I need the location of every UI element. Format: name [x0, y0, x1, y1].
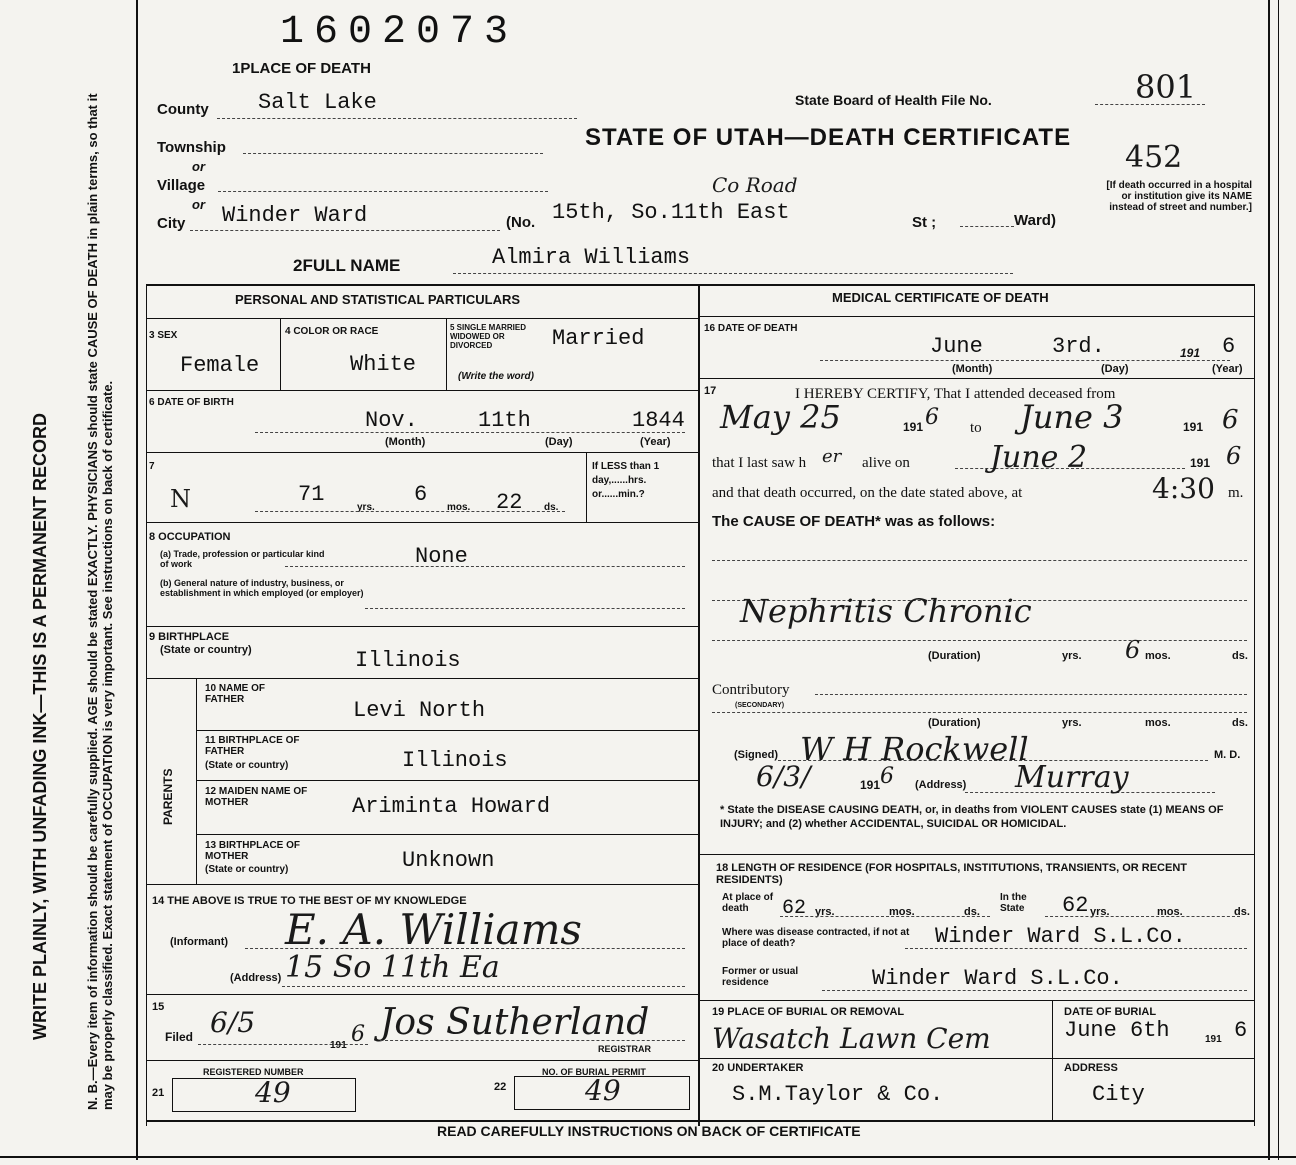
med-rule-2 [698, 378, 1254, 379]
hospital-note: [If death occurred in a hospital or institution give its NAME instead of street and number.] [1106, 180, 1252, 213]
row-rule-4 [146, 522, 698, 523]
filed-label: Filed [165, 1030, 194, 1044]
burial-place-value: Wasatch Lawn Cem [712, 1022, 991, 1055]
at-place-ds: ds. [964, 906, 980, 918]
last-saw-date: June 2 [990, 440, 1088, 475]
alive-on-label: alive on [862, 455, 910, 471]
at-place-mos: mos. [889, 906, 915, 918]
last-saw-year-prefix: 191 [1190, 456, 1211, 470]
age-years: 71 [298, 482, 325, 507]
ward-line [960, 226, 1014, 227]
nb-instructions: N. B.—Every item of information should be carefully supplied. AGE should be stated EXACTLY. PHYSICIANS should state CAUSE OF DEATH in plain terms, so that it may be properly classified. Exact statement of OCCUPATION is very important. See instructions on back of certificate. [85, 93, 115, 1110]
row-rule-7 [196, 730, 698, 731]
age-mos-caption: mos. [447, 502, 471, 513]
undertaker-label: 20 UNDERTAKER [712, 1062, 804, 1074]
med-rule-3 [698, 854, 1254, 855]
at-place-yrs: yrs. [815, 906, 835, 918]
death-time: 4:30 [1152, 472, 1215, 505]
street-correction: Co Road [712, 173, 798, 197]
contributory-label: Contributory [712, 682, 790, 698]
undertaker-address-label: ADDRESS [1064, 1062, 1118, 1074]
township-label: Township [157, 139, 226, 156]
registrar-line [380, 1040, 685, 1041]
time-suffix: m. [1228, 485, 1244, 501]
age-yrs-caption: yrs. [357, 502, 375, 513]
father-label: 10 NAME OF FATHER [205, 683, 266, 705]
row-rule-9 [196, 834, 698, 835]
city-label: City [157, 215, 186, 232]
at-place-years: 62 [782, 897, 807, 920]
less-than-label: If LESS than 1 day,......hrs. or......min.? [592, 461, 660, 500]
city-line [190, 230, 500, 231]
registered-number-value: 49 [255, 1076, 291, 1109]
row-rule-10 [146, 884, 698, 885]
left-frame [146, 284, 147, 1126]
contracted-line [905, 948, 1247, 949]
birthplace-sub: (State or country) [160, 644, 252, 656]
burial-divider [1052, 1000, 1053, 1120]
cause-footnote: * State the DISEASE CAUSING DEATH, or, in deaths from VIOLENT CAUSES state (1) MEANS OF INJURY; and (2) whether ACCIDENTAL, SUICIDAL OR HOMICIDAL. [720, 804, 1224, 830]
burial-place-label: 19 PLACE OF BURIAL OR REMOVAL [712, 1006, 905, 1018]
last-saw-year: 6 [1226, 442, 1242, 470]
burial-permit-index: 22 [494, 1081, 507, 1093]
marital-write: (Write the word) [458, 371, 534, 382]
in-state-label: In the State [1000, 892, 1027, 914]
st-label: St ; [912, 214, 937, 231]
or-label-1: or [192, 159, 205, 174]
at-place-line [780, 916, 990, 917]
occupation-value: None [415, 544, 468, 569]
filed-year-digit: 6 [351, 1022, 365, 1047]
informant-address-value: 15 So 11th Ea [285, 950, 500, 985]
mother-value: Ariminta Howard [352, 794, 551, 819]
full-name-line [453, 273, 1013, 274]
age-label: 7 [149, 461, 155, 472]
registrar-label: REGISTRAR [598, 1044, 652, 1054]
ward-label: Ward) [1014, 212, 1056, 229]
contracted-value: Winder Ward S.L.Co. [935, 924, 1186, 949]
age-days: 22 [496, 490, 523, 515]
age-mark: N [170, 485, 191, 513]
residence-label: 18 LENGTH OF RESIDENCE (FOR HOSPITALS, INSTITUTIONS, TRANSIENTS, OR RECENT RESIDENTS) [716, 862, 1187, 886]
cause-ds: ds. [1232, 650, 1248, 662]
dod-year-caption: (Year) [1212, 363, 1243, 375]
sex-divider [280, 318, 281, 390]
cause-line-1 [712, 560, 1247, 561]
former-residence-line [822, 990, 1247, 991]
back-instructions-footer: READ CAREFULLY INSTRUCTIONS ON BACK OF CERTIFICATE [437, 1123, 861, 1139]
parents-label: PARENTS [161, 768, 175, 825]
main-top-rule [146, 284, 1254, 286]
mother-birthplace-value: Unknown [402, 848, 495, 873]
certify-text: I HEREBY CERTIFY, That I attended deceased from [795, 386, 1116, 402]
attended-to-year-prefix: 191 [1183, 420, 1204, 434]
father-value: Levi North [353, 698, 486, 723]
occupation-label: 8 OCCUPATION [149, 531, 231, 543]
informant-address-line [282, 986, 685, 987]
contributory-yrs: yrs. [1062, 717, 1082, 729]
at-place-label: At place of death [722, 892, 774, 914]
row-rule-8 [196, 780, 698, 781]
row-rule-5 [146, 626, 698, 627]
row-rule-3 [146, 452, 698, 453]
undertaker-value: S.M.Taylor & Co. [732, 1082, 944, 1107]
registrar-signature: Jos Sutherland [380, 1002, 650, 1043]
dob-day: 11th [478, 408, 531, 433]
age-line [255, 511, 565, 512]
dod-month-caption: (Month) [952, 363, 993, 375]
row-rule-2 [146, 390, 698, 391]
signer-address-label: (Address) [915, 779, 967, 791]
in-state-ds: ds. [1234, 906, 1250, 918]
sex-value: Female [180, 353, 260, 378]
right-border [1268, 0, 1270, 1160]
dod-year-prefix: 191 [1180, 346, 1201, 360]
former-residence-label: Former or usual residence [722, 966, 799, 988]
burial-date-label: DATE OF BURIAL [1064, 1006, 1157, 1018]
full-name-label: 2FULL NAME [293, 256, 401, 275]
color-label: 4 COLOR OR RACE [285, 326, 379, 337]
father-birthplace-sub: (State or country) [205, 760, 289, 771]
med-rule-5 [698, 1058, 1254, 1059]
cause-duration-label: (Duration) [928, 650, 981, 662]
street-prefix: (No. [506, 214, 536, 231]
occupation-b-line [365, 608, 685, 609]
mother-label: 12 MAIDEN NAME OF MOTHER [205, 786, 308, 808]
full-name-value: Almira Williams [492, 245, 691, 270]
age-months: 6 [414, 482, 428, 507]
med-rule-4 [698, 1000, 1254, 1001]
registered-number-index: 21 [152, 1087, 165, 1099]
contributory-mos: mos. [1145, 717, 1171, 729]
dob-day-caption: (Day) [545, 436, 573, 448]
local-number: 452 [1125, 140, 1183, 175]
county-line [217, 118, 577, 119]
cause-yrs: yrs. [1062, 650, 1082, 662]
filed-number: 15 [152, 1001, 165, 1013]
burial-permit-value: 49 [585, 1074, 621, 1107]
color-divider [446, 318, 447, 390]
in-state-yrs: yrs. [1090, 906, 1110, 918]
dob-year: 1844 [632, 408, 685, 433]
signer-address-value: Murray [1015, 760, 1129, 795]
physician-signature: W H Rockwell [800, 730, 1029, 768]
dob-month: Nov. [365, 408, 418, 433]
to-label: to [970, 420, 982, 436]
color-value: White [350, 352, 417, 377]
last-saw-text: that I last saw h [712, 455, 807, 471]
dob-year-caption: (Year) [640, 436, 671, 448]
right-frame [1254, 284, 1255, 1126]
father-birthplace-value: Illinois [402, 748, 508, 773]
row-rule-6 [146, 678, 698, 679]
attended-from-year-prefix: 191 [903, 420, 924, 434]
secondary-label: (SECONDARY) [735, 702, 785, 709]
burial-year: 6 [1234, 1018, 1248, 1043]
filed-value: 6/5 [210, 1006, 256, 1039]
informant-signature: E. A. Williams [285, 905, 582, 954]
dod-day-caption: (Day) [1101, 363, 1129, 375]
parents-divider [196, 678, 197, 884]
row-rule-1 [146, 318, 698, 319]
certificate-title: STATE OF UTAH—DEATH CERTIFICATE [585, 124, 1072, 151]
less-than-divider [586, 452, 587, 522]
bottom-border [0, 1156, 1296, 1158]
or-label-2: or [192, 197, 205, 212]
burial-permit-label: NO. OF BURIAL PERMIT [542, 1067, 646, 1077]
birthplace-value: Illinois [355, 648, 461, 673]
row-rule-11 [146, 994, 698, 995]
above-true-label: 14 THE ABOVE IS TRUE TO THE BEST OF MY KNOWLEDGE [152, 895, 467, 907]
occupation-a-line [285, 566, 685, 567]
dob-line [255, 432, 685, 433]
attended-to-date: June 3 [1020, 398, 1124, 436]
file-no-label: State Board of Health File No. [795, 92, 992, 108]
undertaker-address-value: City [1092, 1082, 1145, 1107]
contributory-duration-label: (Duration) [928, 717, 981, 729]
signed-year: 6 [880, 764, 894, 789]
left-border [136, 0, 138, 1160]
section-17-number: 17 [704, 385, 717, 397]
village-label: Village [157, 177, 206, 194]
row-rule-12 [146, 1060, 698, 1061]
dod-year-digit: 6 [1222, 334, 1236, 359]
in-state-years: 62 [1062, 893, 1089, 918]
dod-day: 3rd. [1052, 334, 1105, 359]
dob-month-caption: (Month) [385, 436, 426, 448]
filed-year-prefix: 191 [330, 1040, 347, 1051]
personal-section-title: PERSONAL AND STATISTICAL PARTICULARS [235, 292, 521, 307]
signed-label: (Signed) [734, 749, 778, 761]
marital-label: 5 SINGLE MARRIED WIDOWED OR DIVORCED [450, 323, 527, 350]
age-ds-caption: ds. [544, 502, 559, 513]
former-residence-value: Winder Ward S.L.Co. [872, 966, 1123, 991]
cause-mos: mos. [1145, 650, 1171, 662]
write-plainly-notice: WRITE PLAINLY, WITH UNFADING INK—THIS IS A PERMANENT RECORD [30, 412, 50, 1040]
county-value: Salt Lake [258, 90, 377, 115]
md-label: M. D. [1214, 749, 1241, 761]
right-border-outer [1278, 0, 1279, 1160]
last-saw-pronoun: er [822, 446, 842, 467]
occupation-a-label: (a) Trade, profession or particular kind of work [160, 549, 325, 569]
dod-month: June [930, 334, 983, 359]
occupation-b-label: (b) General nature of industry, business, or establishment in which employed (or employer) [160, 578, 364, 598]
birthplace-label: 9 BIRTHPLACE [149, 631, 230, 643]
signed-year-prefix: 191 [860, 778, 881, 792]
in-state-line [1045, 916, 1240, 917]
township-line [243, 153, 543, 154]
burial-date-value: June 6th [1064, 1018, 1170, 1043]
informant-label: (Informant) [170, 936, 229, 948]
certificate-number: 1602073 [280, 10, 519, 55]
cause-value: Nephritis Chronic [740, 592, 1032, 630]
village-line [218, 191, 548, 192]
contributory-ds: ds. [1232, 717, 1248, 729]
contributory-line-1 [815, 694, 1247, 695]
marital-value: Married [552, 326, 645, 351]
death-occurred-text: and that death occurred, on the date stated above, at [712, 485, 1023, 501]
cause-label: The CAUSE OF DEATH* was as follows: [712, 513, 996, 530]
place-of-death-label: 1PLACE OF DEATH [232, 60, 371, 77]
burial-year-prefix: 191 [1205, 1034, 1222, 1045]
attended-from-date: May 25 [720, 398, 841, 436]
dob-label: 6 DATE OF BIRTH [149, 397, 234, 408]
attended-from-year: 6 [925, 405, 939, 430]
informant-address-label: (Address) [230, 972, 282, 984]
mother-birthplace-label: 13 BIRTHPLACE OF MOTHER [205, 840, 301, 862]
contributory-line-2 [712, 712, 1247, 713]
contracted-label: Where was disease contracted, if not at place of death? [722, 927, 910, 949]
attended-to-year: 6 [1222, 405, 1239, 435]
file-no-value: 801 [1135, 68, 1197, 106]
main-bottom-rule [146, 1120, 1254, 1122]
mother-birthplace-sub: (State or country) [205, 864, 289, 875]
father-birthplace-label: 11 BIRTHPLACE OF FATHER [205, 735, 300, 757]
county-label: County [157, 101, 209, 118]
in-state-mos: mos. [1157, 906, 1183, 918]
dod-line [820, 360, 1230, 361]
dod-label: 16 DATE OF DEATH [704, 323, 798, 334]
registered-number-label: REGISTERED NUMBER [203, 1067, 304, 1077]
signed-date: 6/3/ [756, 760, 811, 793]
cause-duration-months: 6 [1125, 636, 1141, 664]
cause-line-3 [712, 640, 1247, 641]
sex-label: 3 SEX [149, 330, 178, 341]
city-value: Winder Ward [222, 203, 368, 228]
street-value: 15th, So.11th East [552, 200, 790, 225]
medical-section-title: MEDICAL CERTIFICATE OF DEATH [832, 290, 1049, 305]
med-rule-1 [698, 316, 1254, 317]
